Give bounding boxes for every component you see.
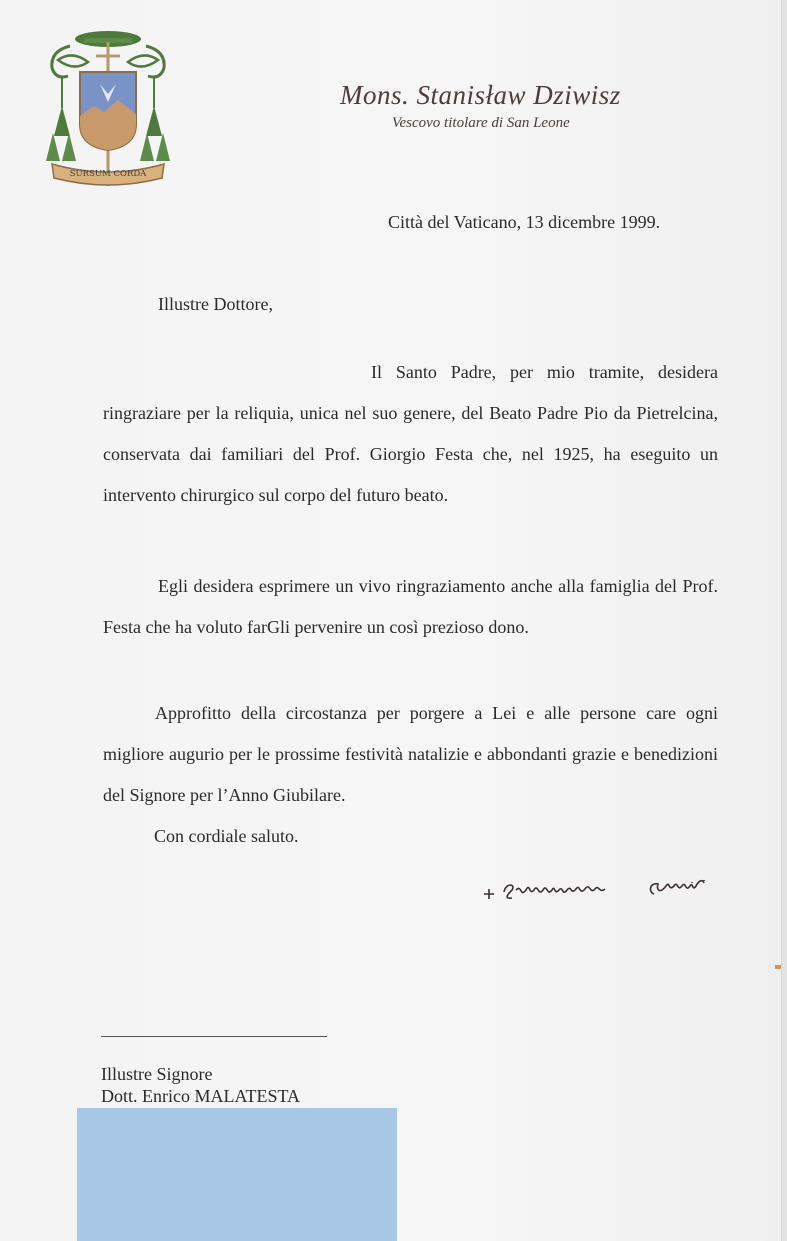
body-paragraph-3: Approfitto della circostanza per porgere a Lei e alle persone care ogni migliore augurio per le prossime festività natalizie e abbondanti grazie e benedizioni del Signore per l’Anno Giubilare. [103,703,718,805]
coat-of-arms-icon [40,26,176,192]
dateline: Città del Vaticano, 13 dicembre 1999. [388,212,661,232]
salutation: Illustre Dottore, [158,294,273,314]
body-paragraph-2: Egli desidera esprimere un vivo ringraziamento anche alla famiglia del Prof. Festa che ha voluto farGli pervenire un così prezioso dono. [103,576,718,637]
recipient-line-1: Illustre Signore [101,1064,213,1084]
letterhead-name: Mons. Stanisław Dziwisz [340,80,621,110]
closing-line: Con cordiale saluto. [154,826,299,846]
signature-divider [101,1036,327,1037]
redaction-box [77,1108,397,1241]
letterhead-title: Vescovo titolare di San Leone [392,115,570,131]
crest-motto: SURSUM CORDA [69,169,147,179]
page-edge [781,0,787,1241]
recipient-name: Dott. Enrico MALATESTA [101,1086,301,1106]
handwritten-signature [480,866,740,906]
body-paragraph-1: Il Santo Padre, per mio tramite, desidera ringraziare per la reliquia, unica nel suo genere, del Beato Padre Pio da Pietrelcina, conservata dai familiari del Prof. Giorgio Festa che, nel 1925, ha eseguito un intervento chirurgico sul corpo del futuro beato. [103,362,718,505]
paper-mark [775,965,781,969]
